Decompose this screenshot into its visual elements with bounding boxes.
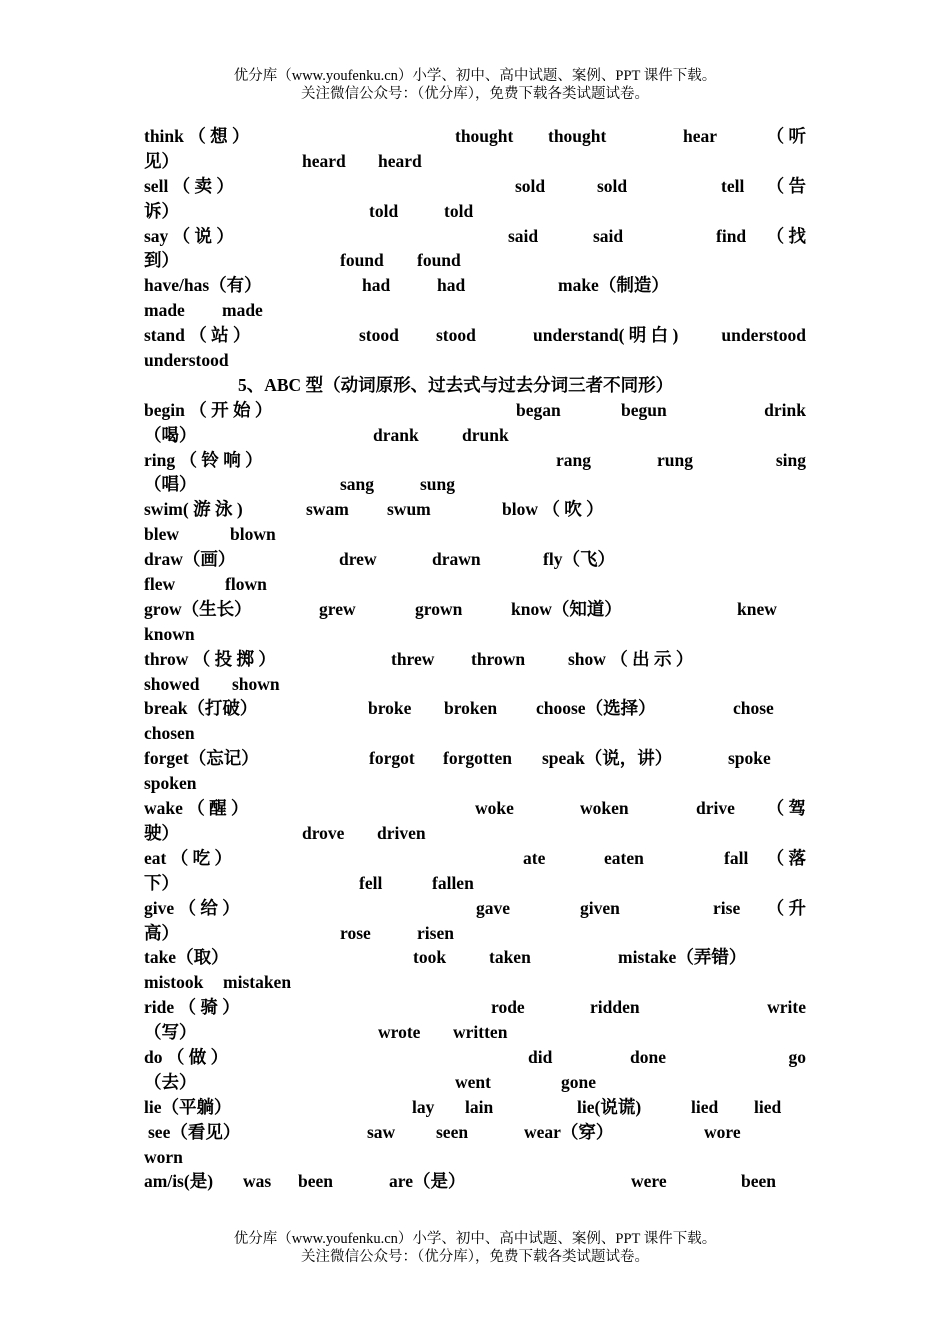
verb-meaning: （喝） <box>144 424 197 445</box>
verb-meaning: 高） <box>144 922 179 943</box>
verb-row <box>144 497 806 522</box>
verb-base: fall <box>724 847 749 868</box>
verb-base: go <box>788 1046 806 1067</box>
verb-past: found <box>340 250 384 271</box>
verb-past: made <box>144 300 185 321</box>
verb-past: flew <box>144 574 176 595</box>
verb-row <box>144 348 806 373</box>
verb-meaning: （写） <box>144 1022 197 1043</box>
verb-past: rang <box>556 449 591 470</box>
verb-base: wake （ 醒 ） <box>144 798 249 819</box>
verb-row <box>144 174 806 199</box>
verb-pp: grown <box>415 598 463 619</box>
verb-pp: thrown <box>471 648 526 669</box>
verb-base: mistake（弄错） <box>618 947 747 968</box>
verb-row <box>144 199 806 224</box>
verb-row <box>144 647 806 672</box>
verb-row <box>144 1169 806 1194</box>
verb-past: had <box>362 275 391 296</box>
verb-base: lie（平躺） <box>144 1096 232 1117</box>
verb-base: write <box>767 997 806 1018</box>
verb-base: ride （ 骑 ） <box>144 997 240 1018</box>
verb-pp: sung <box>420 474 456 495</box>
verb-past: stood <box>359 325 399 346</box>
footer-line-1: 优分库（www.youfenku.cn）小学、初中、高中试题、案例、PPT 课件下载。 <box>233 1231 717 1247</box>
verb-meaning: （ 落 <box>766 847 806 868</box>
verb-pp: known <box>144 623 195 644</box>
verb-base: grow（生长） <box>144 598 252 619</box>
verb-past: swam <box>306 499 349 520</box>
verb-base: eat （ 吃 ） <box>144 847 232 868</box>
verb-past: thought <box>455 126 514 146</box>
verb-row <box>144 721 806 746</box>
verb-row <box>144 124 806 149</box>
page-footer <box>0 1230 950 1266</box>
verb-past: told <box>369 200 399 221</box>
verb-pp: drunk <box>462 424 509 445</box>
verb-base: am/is(是) <box>144 1171 214 1192</box>
verb-past: understood <box>721 325 806 346</box>
verb-meaning: （ 听 <box>766 126 806 146</box>
verb-pp: found <box>417 250 461 271</box>
verb-pp: been <box>741 1171 776 1192</box>
verb-pp: stood <box>436 325 476 346</box>
verb-base: rise <box>713 897 741 918</box>
verb-meaning: 到） <box>144 250 179 271</box>
verb-meaning: （ 升 <box>766 897 806 918</box>
verb-pp: had <box>437 275 466 296</box>
verb-row <box>144 472 806 497</box>
verb-pp: said <box>593 225 624 246</box>
verb-base: blow （ 吹 ） <box>502 499 604 520</box>
verb-base: give （ 给 ） <box>144 897 240 918</box>
verb-past: blew <box>144 524 179 545</box>
verb-base: say （ 说 ） <box>144 225 234 246</box>
verb-pp: written <box>453 1022 508 1043</box>
verb-pp: forgotten <box>443 748 513 769</box>
header-line-1: 优分库（www.youfenku.cn）小学、初中、高中试题、案例、PPT 课件下载。 <box>233 68 717 84</box>
verb-base: do （ 做 ） <box>144 1046 229 1067</box>
verb-pp: drawn <box>432 549 481 570</box>
verb-pp: taken <box>489 947 531 968</box>
verb-past: took <box>413 947 447 968</box>
verb-row <box>144 1095 806 1120</box>
verb-past: rose <box>340 922 371 943</box>
verb-pp: thought <box>548 126 607 146</box>
verb-list <box>144 124 806 1194</box>
verb-past: went <box>455 1071 491 1092</box>
verb-base: tell <box>721 175 745 196</box>
verb-pp: given <box>580 897 620 918</box>
verb-pp: understood <box>144 350 229 371</box>
verb-past: showed <box>144 673 200 694</box>
verb-base: think （ 想 ） <box>144 126 250 146</box>
verb-row <box>144 921 806 946</box>
verb-base: break（打破） <box>144 698 258 719</box>
verb-meaning: （去） <box>144 1071 197 1092</box>
verb-past: saw <box>367 1121 396 1142</box>
verb-past: lay <box>412 1096 435 1117</box>
verb-base: begin （ 开 始 ） <box>144 399 273 420</box>
verb-base: swim( 游 泳 ) <box>144 499 243 520</box>
verb-pp: seen <box>436 1121 469 1142</box>
verb-meaning: 下） <box>144 872 179 893</box>
verb-base: make（制造） <box>558 275 669 296</box>
verb-pp: lied <box>754 1096 782 1117</box>
verb-pp: told <box>444 200 474 221</box>
verb-pp: begun <box>621 399 667 420</box>
verb-pp: shown <box>232 673 280 694</box>
verb-base: find <box>716 225 747 246</box>
verb-past: said <box>508 225 539 246</box>
verb-base: speak（说，讲） <box>542 748 673 769</box>
verb-pp: broken <box>444 698 498 719</box>
verb-meaning: （ 找 <box>766 225 806 246</box>
verb-past: spoke <box>728 748 771 769</box>
verb-pp: woken <box>580 798 629 819</box>
verb-row <box>144 398 806 423</box>
verb-past: wore <box>704 1121 741 1142</box>
verb-pp: mistaken <box>223 972 292 993</box>
verb-row <box>144 448 806 473</box>
verb-base: choose（选择） <box>536 698 656 719</box>
verb-base: sing <box>775 449 806 470</box>
verb-row <box>144 597 806 622</box>
verb-pp: lain <box>465 1096 494 1117</box>
verb-pp: flown <box>225 574 267 595</box>
verb-pp: swum <box>387 499 431 520</box>
verb-meaning: 诉） <box>144 200 179 221</box>
verb-row <box>144 298 806 323</box>
verb-pp: rung <box>657 449 693 470</box>
verb-pp: ridden <box>590 997 640 1018</box>
verb-row <box>144 547 806 572</box>
verb-base: stand （ 站 ） <box>144 325 251 346</box>
verb-pp: blown <box>230 524 276 545</box>
verb-base: know（知道） <box>511 598 622 619</box>
verb-past: broke <box>368 698 412 719</box>
verb-past: forgot <box>369 748 415 769</box>
verb-row <box>144 871 806 896</box>
verb-pp: driven <box>377 822 426 843</box>
verb-base: see（看见） <box>148 1121 241 1142</box>
verb-past: wrote <box>378 1022 421 1043</box>
verb-pp: fallen <box>432 872 474 893</box>
verb-row <box>144 224 806 249</box>
verb-row <box>144 572 806 597</box>
verb-row <box>144 746 806 771</box>
verb-row <box>144 149 806 174</box>
verb-past: woke <box>475 798 514 819</box>
verb-pp: eaten <box>604 847 644 868</box>
verb-row <box>144 522 806 547</box>
verb-meaning: （ 驾 <box>766 798 806 819</box>
verb-base: take（取） <box>144 947 229 968</box>
verb-base: show （ 出 示 ） <box>568 648 694 669</box>
verb-pp: spoken <box>144 773 197 794</box>
verb-meaning: （ 告 <box>766 175 806 196</box>
verb-row <box>144 821 806 846</box>
verb-row <box>144 1145 806 1170</box>
verb-pp: gone <box>561 1071 596 1092</box>
verb-past: drew <box>339 549 377 570</box>
verb-past: sold <box>515 175 546 196</box>
verb-row <box>144 970 806 995</box>
verb-row <box>144 1020 806 1045</box>
verb-row <box>144 1120 806 1145</box>
verb-base: are（是） <box>389 1171 466 1192</box>
verb-past: grew <box>319 598 356 619</box>
section-title: 5、ABC 型（动词原形、过去式与过去分词三者不同形） <box>238 374 674 395</box>
verb-row <box>144 896 806 921</box>
verb-row <box>144 273 806 298</box>
verb-past: chose <box>733 698 774 719</box>
verb-row <box>144 1045 806 1070</box>
verb-past: drove <box>302 822 345 843</box>
verb-meaning: 驶） <box>144 822 179 843</box>
verb-row <box>144 846 806 871</box>
verb-row <box>144 323 806 348</box>
verb-base: draw（画） <box>144 549 236 570</box>
verb-row <box>144 771 806 796</box>
verb-past: gave <box>476 897 511 918</box>
verb-pp: done <box>630 1046 666 1067</box>
verb-base: wear（穿） <box>524 1121 614 1142</box>
verb-pp: been <box>298 1171 333 1192</box>
verb-past: did <box>528 1046 553 1067</box>
verb-past: fell <box>359 872 383 893</box>
verb-pp: sold <box>597 175 628 196</box>
verb-base: fly（飞） <box>543 549 615 570</box>
verb-past: rode <box>491 997 525 1018</box>
page-header <box>0 67 950 103</box>
verb-row <box>144 672 806 697</box>
verb-pp: risen <box>417 922 454 943</box>
verb-pp: heard <box>378 150 422 171</box>
verb-meaning: （唱） <box>144 474 197 495</box>
verb-row <box>144 248 806 273</box>
verb-past: heard <box>302 150 346 171</box>
verb-base: ring （ 铃 响 ） <box>144 449 263 470</box>
footer-line-2: 关注微信公众号：（优分库），免费下载各类试题试卷。 <box>301 1249 649 1265</box>
verb-past: began <box>516 399 561 420</box>
verb-base: understand( 明 白 ) <box>533 325 679 346</box>
verb-past: threw <box>391 648 435 669</box>
verb-past: sang <box>340 474 375 495</box>
verb-row <box>144 796 806 821</box>
verb-past: drank <box>373 424 419 445</box>
verb-pp: made <box>222 300 263 321</box>
verb-base: throw （ 投 掷 ） <box>144 648 276 669</box>
verb-past: ate <box>523 847 546 868</box>
verb-row <box>144 1070 806 1095</box>
verb-row <box>144 423 806 448</box>
verb-base: drive <box>696 798 735 819</box>
verb-pp: chosen <box>144 723 195 744</box>
verb-base: forget（忘记） <box>144 748 259 769</box>
verb-past: lied <box>691 1096 719 1117</box>
verb-base: hear <box>683 126 718 146</box>
verb-meaning: 见） <box>144 150 179 171</box>
header-line-2: 关注微信公众号：（优分库），免费下载各类试题试卷。 <box>301 86 649 102</box>
verb-base: have/has（有） <box>144 275 262 296</box>
verb-base: drink <box>764 399 806 420</box>
verb-past: was <box>243 1171 272 1192</box>
verb-row <box>144 995 806 1020</box>
verb-base: lie(说谎) <box>577 1096 642 1117</box>
verb-row <box>144 622 806 647</box>
verb-past: were <box>631 1171 667 1192</box>
verb-row <box>144 696 806 721</box>
section-title-row <box>144 373 806 398</box>
verb-row <box>144 945 806 970</box>
verb-past: mistook <box>144 972 204 993</box>
verb-base: sell （ 卖 ） <box>144 175 234 196</box>
verb-past: knew <box>737 598 777 619</box>
verb-pp: worn <box>144 1146 183 1167</box>
